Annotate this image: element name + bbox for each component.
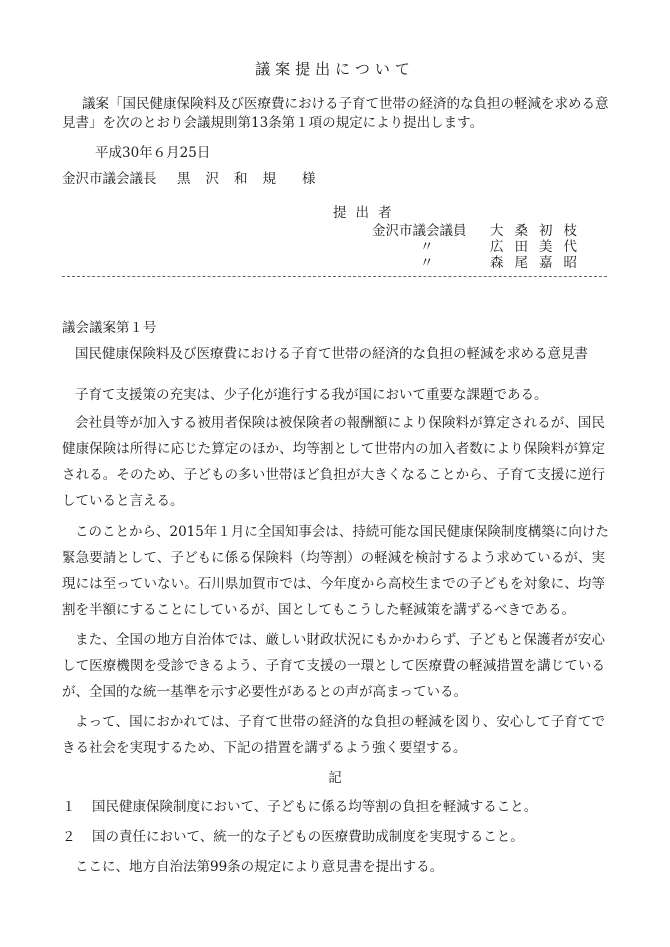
- item-number-1: １: [62, 799, 76, 815]
- body-line: また、全国の地方自治体では、厳しい財政状況にもかかわらず、子どもと保護者が安心: [75, 632, 605, 648]
- body-line: 子育て支援策の充実は、少子化が進行する我が国において重要な課題である。: [75, 387, 548, 403]
- addressee-role: 金沢市議会議長: [62, 171, 157, 187]
- ditto-mark-2: 〃: [420, 239, 434, 255]
- submitter-label: 提出者: [333, 205, 401, 221]
- submission-date: 平成30年６月25日: [95, 145, 211, 161]
- body-line: 健康保険は所得に応じた算定のほか、均等割として世帯内の加入者数により保険料が算定: [62, 441, 605, 457]
- body-line: 会社員等が加入する被用者保険は被保険者の報酬額により保険料が算定されるが、国民: [75, 415, 605, 431]
- body-line: きる社会を実現するため、下記の措置を講ずるよう強く要望する。: [62, 740, 467, 756]
- body-line: して医療機関を受診できるよう、子育て支援の一環として医療費の軽減措置を講じている: [62, 658, 605, 674]
- item-number-2: ２: [62, 829, 76, 845]
- section-divider: [62, 276, 607, 277]
- intro-line-1: 議案「国民健康保険料及び医療費における子育て世帯の経済的な負担の軽減を求める意: [82, 96, 609, 112]
- body-line: していると言える。: [62, 493, 184, 509]
- opinion-title: 国民健康保険料及び医療費における子育て世帯の経済的な負担の軽減を求める意見書: [75, 346, 588, 362]
- submitter-name-1: 大桑初枝: [490, 223, 588, 239]
- cover-title: 議案提出について: [255, 60, 415, 78]
- item-text-1: 国民健康保険制度において、子どもに係る均等割の負担を軽減すること。: [92, 799, 538, 815]
- body-line: される。そのため、子どもの多い世帯ほど負担が大きくなることから、子育て支援に逆行: [62, 467, 605, 483]
- addressee-name: 黒沢和規: [177, 171, 291, 187]
- body-line: が、全国的な統一基準を示す必要性があるとの声が高まっている。: [62, 684, 467, 700]
- closing-statement: ここに、地方自治法第99条の規定により意見書を提出する。: [75, 859, 444, 875]
- ki-heading: 記: [328, 770, 342, 786]
- body-line: 緊急要請として、子どもに係る保険料（均等割）の軽減を検討するよう求めているが、実: [62, 550, 605, 566]
- submitter-name-2: 広田美代: [490, 239, 588, 255]
- intro-line-2: 見書」を次のとおり会議規則第13条第１項の規定により提出します。: [62, 115, 484, 131]
- bill-number: 議会議案第１号: [62, 320, 157, 336]
- addressee-honorific: 様: [302, 171, 316, 187]
- body-line: 現には至っていない。石川県加賀市では、今年度から高校生までの子どもを対象に、均等: [62, 576, 605, 592]
- submitter-role-1: 金沢市議会議員: [372, 223, 467, 239]
- body-line: このことから、2015年１月に全国知事会は、持続可能な国民健康保険制度構築に向けた: [75, 524, 609, 540]
- body-line: 割を半額にすることにしているが、国としてもこうした軽減策を講ずるべきである。: [62, 602, 575, 618]
- submitter-name-3: 森尾嘉昭: [490, 255, 588, 271]
- item-text-2: 国の責任において、統一的な子どもの医療費助成制度を実現すること。: [92, 829, 524, 845]
- ditto-mark-3: 〃: [420, 255, 434, 271]
- body-line: よって、国におかれては、子育て世帯の経済的な負担の軽減を図り、安心して子育てで: [75, 714, 605, 730]
